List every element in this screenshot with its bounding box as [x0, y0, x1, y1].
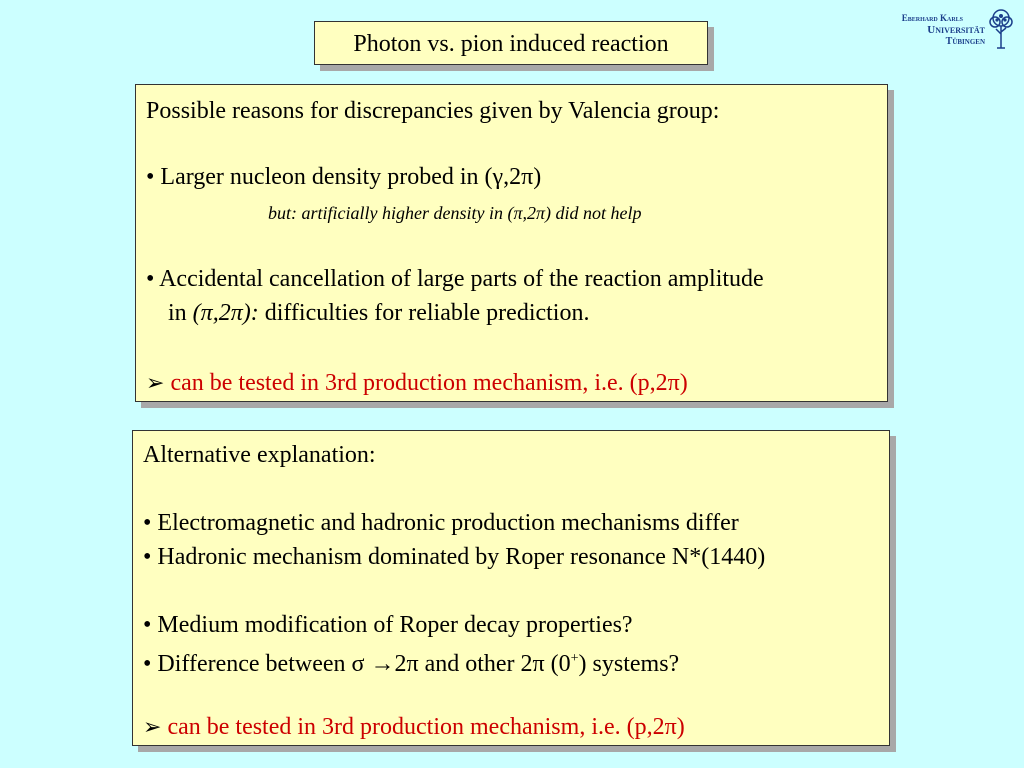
- alternative-bullet-difference: [143, 645, 679, 678]
- density-note: but: artificially higher density in (π,2π) did not help: [268, 203, 642, 223]
- alternative-bullet-medium: • Medium modification of Roper decay properties?: [143, 612, 633, 638]
- arrow-bullet-icon: ➢: [146, 370, 165, 395]
- alternative-bullet-roper: • Hadronic mechanism dominated by Roper resonance N*(1440): [143, 544, 766, 570]
- continuation-prefix: in: [168, 300, 193, 326]
- alternative-box: [132, 430, 890, 746]
- reasons-bullet-cancellation: • Accidental cancellation of large parts of the reaction amplitude: [146, 266, 764, 292]
- university-logo: [885, 8, 1015, 56]
- reasons-conclusion: [146, 369, 688, 397]
- alternative-bullet-mechanisms: • Electromagnetic and hadronic production mechanisms differ: [143, 510, 739, 536]
- alternative-conclusion: [143, 713, 685, 741]
- slide-title-box: [314, 21, 708, 65]
- tree-seal-icon: [987, 8, 1015, 54]
- difference-superscript: +: [570, 651, 579, 666]
- reasons-heading: Possible reasons for discrepancies given by Valencia group:: [146, 98, 720, 124]
- arrow-bullet-icon: ➢: [143, 714, 162, 739]
- difference-text-end: ) systems?: [578, 651, 680, 677]
- reasons-bullet-density: • Larger nucleon density probed in (γ,2π): [146, 164, 542, 190]
- logo-line-2: Universität: [927, 24, 985, 36]
- alternative-conclusion-text: can be tested in 3rd production mechanism, i.e. (p,2π): [167, 714, 685, 740]
- logo-line-3: Tübingen: [945, 36, 985, 47]
- reasons-box: [135, 84, 888, 402]
- continuation-reaction: (π,2π):: [192, 300, 259, 326]
- difference-text: • Difference between σ →2π and other 2π (0: [143, 651, 571, 677]
- slide-title: Photon vs. pion induced reaction: [353, 31, 669, 57]
- continuation-rest: difficulties for reliable prediction.: [258, 300, 590, 326]
- cancellation-continuation: [168, 299, 589, 327]
- alternative-heading: Alternative explanation:: [143, 442, 376, 468]
- reasons-conclusion-text: can be tested in 3rd production mechanism, i.e. (p,2π): [170, 370, 688, 396]
- logo-line-1: Eberhard Karls: [901, 13, 963, 23]
